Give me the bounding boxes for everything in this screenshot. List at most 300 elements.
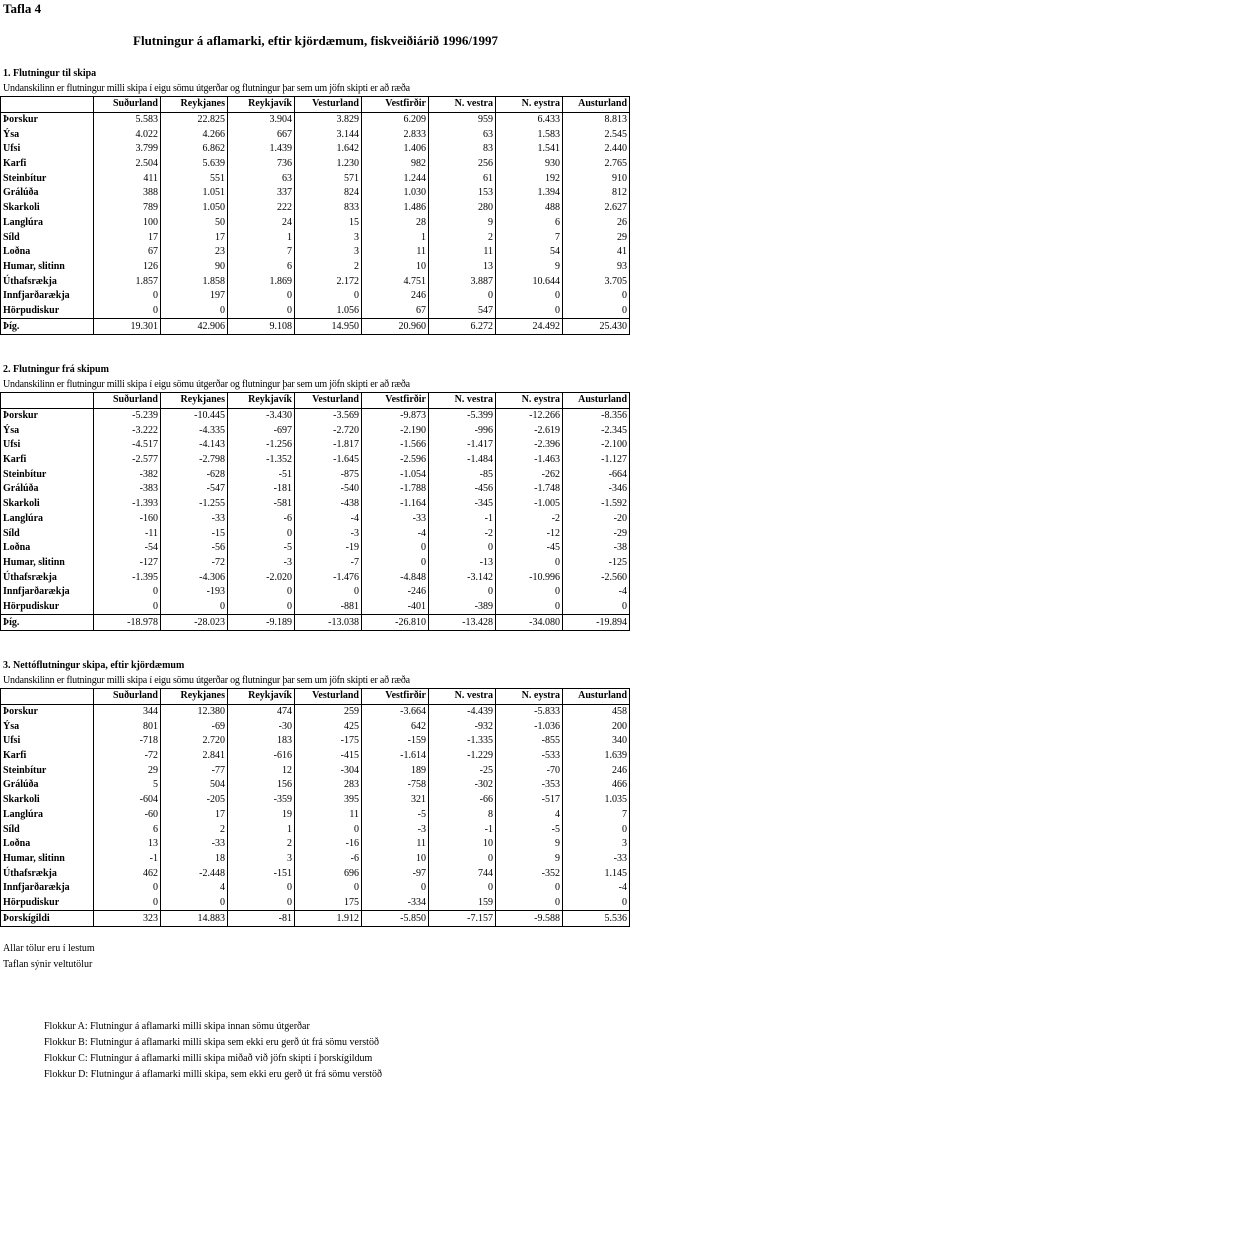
- table-cell: 259: [295, 704, 362, 719]
- table-cell: 337: [228, 186, 295, 201]
- table-cell: -2.596: [362, 453, 429, 468]
- table-cell: 0: [563, 600, 630, 615]
- table-cell: 3.144: [295, 127, 362, 142]
- table-cell: 642: [362, 719, 429, 734]
- table-row: [1, 512, 630, 527]
- column-header: Austurland: [563, 689, 630, 705]
- table-cell: 1.869: [228, 274, 295, 289]
- header-corner-cell: [1, 393, 94, 409]
- table-cell: -193: [161, 585, 228, 600]
- column-header: N. eystra: [496, 689, 563, 705]
- column-header: Vestfirðir: [362, 689, 429, 705]
- flokkur-a-note: Flokkur A: Flutningur á aflamarki milli skipa innan sömu útgerðar: [44, 1021, 310, 1032]
- table-cell: 1.858: [161, 274, 228, 289]
- total-cell: -18.978: [94, 615, 161, 631]
- table-cell: 197: [161, 289, 228, 304]
- column-header: Reykjanes: [161, 97, 228, 113]
- table-cell: 0: [94, 289, 161, 304]
- table-cell: -262: [496, 467, 563, 482]
- table-cell: -540: [295, 482, 362, 497]
- table-row: [1, 734, 630, 749]
- column-header: Suðurland: [94, 97, 161, 113]
- flokkur-d-note: Flokkur D: Flutningur á aflamarki milli skipa, sem ekki eru gerð út frá sömu verstöð: [44, 1069, 382, 1080]
- table-cell: -616: [228, 749, 295, 764]
- table-cell: 61: [429, 171, 496, 186]
- table-cell: -160: [94, 512, 161, 527]
- table-cell: -855: [496, 734, 563, 749]
- table-cell: 0: [362, 556, 429, 571]
- table-cell: -664: [563, 467, 630, 482]
- row-label: Úthafsrækja: [1, 274, 94, 289]
- table-cell: 1.244: [362, 171, 429, 186]
- table-cell: 1.406: [362, 142, 429, 157]
- table-cell: 2.833: [362, 127, 429, 142]
- table-cell: -1.566: [362, 438, 429, 453]
- column-header: Suðurland: [94, 393, 161, 409]
- table-row: [1, 556, 630, 571]
- table-cell: -4.517: [94, 438, 161, 453]
- table-cell: 2.841: [161, 749, 228, 764]
- table-cell: 696: [295, 866, 362, 881]
- row-label: Karfi: [1, 157, 94, 172]
- table-row: [1, 201, 630, 216]
- table-cell: 83: [429, 142, 496, 157]
- table-cell: 29: [94, 763, 161, 778]
- table-cell: 63: [429, 127, 496, 142]
- footnote-units: Allar tölur eru í lestum: [3, 943, 95, 954]
- table-cell: -19: [295, 541, 362, 556]
- column-header: N. eystra: [496, 393, 563, 409]
- table-cell: 547: [429, 304, 496, 319]
- total-cell: -13.038: [295, 615, 362, 631]
- table-cell: -3: [228, 556, 295, 571]
- table-cell: 3.904: [228, 112, 295, 127]
- table-cell: -2.100: [563, 438, 630, 453]
- table-cell: 0: [295, 881, 362, 896]
- section-title: 3. Nettóflutningur skipa, eftir kjördæmum: [3, 660, 185, 671]
- table-cell: 801: [94, 719, 161, 734]
- column-header: Vesturland: [295, 97, 362, 113]
- table-cell: 6: [496, 216, 563, 231]
- table-cell: 7: [228, 245, 295, 260]
- table-cell: -1.127: [563, 453, 630, 468]
- table-cell: -85: [429, 467, 496, 482]
- table-cell: -72: [94, 749, 161, 764]
- table-row: [1, 763, 630, 778]
- row-label: Síld: [1, 230, 94, 245]
- table-cell: 411: [94, 171, 161, 186]
- table-row: [1, 423, 630, 438]
- table-row: [1, 157, 630, 172]
- section-note: Undanskilinn er flutningur milli skipa í eigu sömu útgerðar og flutningur þar sem um jöfn skipti er að ræða: [3, 379, 410, 390]
- table-cell: 13: [429, 260, 496, 275]
- table-cell: 1: [228, 230, 295, 245]
- row-label: Skarkoli: [1, 497, 94, 512]
- flokkur-b-note: Flokkur B: Flutningur á aflamarki milli skipa sem ekki eru gerð út frá sömu verstöð: [44, 1037, 379, 1048]
- header-corner-cell: [1, 97, 94, 113]
- table-cell: 10.644: [496, 274, 563, 289]
- row-label: Hörpudiskur: [1, 896, 94, 911]
- table-cell: 0: [429, 852, 496, 867]
- table-cell: -8.356: [563, 408, 630, 423]
- table-cell: -5: [362, 808, 429, 823]
- table-cell: 0: [496, 304, 563, 319]
- table-cell: -20: [563, 512, 630, 527]
- column-header: Reykjanes: [161, 689, 228, 705]
- row-label: Steinbítur: [1, 467, 94, 482]
- table-cell: -56: [161, 541, 228, 556]
- column-header: Reykjavík: [228, 393, 295, 409]
- table-cell: 50: [161, 216, 228, 231]
- table-cell: 17: [161, 230, 228, 245]
- table-cell: 11: [362, 245, 429, 260]
- table-cell: -29: [563, 526, 630, 541]
- table-cell: 6: [228, 260, 295, 275]
- table-cell: -996: [429, 423, 496, 438]
- table-cell: 0: [228, 881, 295, 896]
- column-header: Suðurland: [94, 689, 161, 705]
- table-cell: -205: [161, 793, 228, 808]
- table-cell: -11: [94, 526, 161, 541]
- row-label: Ýsa: [1, 719, 94, 734]
- table-cell: 0: [228, 304, 295, 319]
- table-cell: 321: [362, 793, 429, 808]
- table-cell: -2.619: [496, 423, 563, 438]
- table-cell: -4: [563, 881, 630, 896]
- table-cell: 812: [563, 186, 630, 201]
- total-cell: 6.272: [429, 319, 496, 335]
- table-cell: -6: [228, 512, 295, 527]
- table-cell: 458: [563, 704, 630, 719]
- table-cell: -718: [94, 734, 161, 749]
- total-label: Þíg.: [1, 615, 94, 631]
- table-cell: 283: [295, 778, 362, 793]
- table-cell: 54: [496, 245, 563, 260]
- table-cell: 3.887: [429, 274, 496, 289]
- total-row: [1, 911, 630, 927]
- row-label: Ufsi: [1, 734, 94, 749]
- table-cell: 9: [496, 260, 563, 275]
- table-cell: 667: [228, 127, 295, 142]
- table-cell: 24: [228, 216, 295, 231]
- table-cell: 0: [429, 881, 496, 896]
- table-cell: 425: [295, 719, 362, 734]
- table-cell: 2: [429, 230, 496, 245]
- table-cell: -3.664: [362, 704, 429, 719]
- table-cell: -9.873: [362, 408, 429, 423]
- table-row: [1, 896, 630, 911]
- column-header: N. eystra: [496, 97, 563, 113]
- page-title: Flutningur á aflamarki, eftir kjördæmum, fiskveiðiárið 1996/1997: [133, 33, 498, 48]
- header-corner-cell: [1, 689, 94, 705]
- table-cell: -6: [295, 852, 362, 867]
- table-row: [1, 112, 630, 127]
- table-cell: 2: [161, 822, 228, 837]
- table-row: [1, 408, 630, 423]
- column-header: N. vestra: [429, 97, 496, 113]
- row-label: Þorskur: [1, 112, 94, 127]
- table-row: [1, 216, 630, 231]
- total-cell: -34.080: [496, 615, 563, 631]
- table-cell: 1.230: [295, 157, 362, 172]
- row-label: Humar, slitinn: [1, 852, 94, 867]
- table-cell: -1.463: [496, 453, 563, 468]
- table-row: [1, 171, 630, 186]
- table-cell: -302: [429, 778, 496, 793]
- row-label: Þorskur: [1, 408, 94, 423]
- table-cell: -25: [429, 763, 496, 778]
- total-cell: 25.430: [563, 319, 630, 335]
- table-cell: 200: [563, 719, 630, 734]
- table-cell: -932: [429, 719, 496, 734]
- table-cell: -4.335: [161, 423, 228, 438]
- table-cell: 833: [295, 201, 362, 216]
- table-cell: -2.190: [362, 423, 429, 438]
- table-row: [1, 142, 630, 157]
- table-row: [1, 778, 630, 793]
- table-cell: 1.394: [496, 186, 563, 201]
- table-cell: 0: [496, 289, 563, 304]
- table-cell: -51: [228, 467, 295, 482]
- total-cell: 20.960: [362, 319, 429, 335]
- table-cell: -1.256: [228, 438, 295, 453]
- row-label: Humar, slitinn: [1, 260, 94, 275]
- table-cell: 474: [228, 704, 295, 719]
- section-title: 1. Flutningur til skipa: [3, 68, 97, 79]
- table-cell: -1.592: [563, 497, 630, 512]
- table-cell: -1.054: [362, 467, 429, 482]
- table-cell: -60: [94, 808, 161, 823]
- table-cell: 3: [295, 245, 362, 260]
- table-cell: -4.439: [429, 704, 496, 719]
- column-header: Vestfirðir: [362, 393, 429, 409]
- table-cell: 0: [496, 896, 563, 911]
- row-label: Innfjarðarækja: [1, 289, 94, 304]
- table-cell: -438: [295, 497, 362, 512]
- row-label: Skarkoli: [1, 201, 94, 216]
- row-label: Humar, slitinn: [1, 556, 94, 571]
- table-cell: -2.448: [161, 866, 228, 881]
- row-label: Steinbítur: [1, 171, 94, 186]
- table-header-row: [1, 393, 630, 409]
- row-label: Innfjarðarækja: [1, 881, 94, 896]
- table-row: [1, 808, 630, 823]
- table-cell: -4: [295, 512, 362, 527]
- table-cell: 5.639: [161, 157, 228, 172]
- table-cell: 4: [496, 808, 563, 823]
- row-label: Úthafsrækja: [1, 866, 94, 881]
- column-header: Vesturland: [295, 393, 362, 409]
- flokkur-c-note: Flokkur C: Flutningur á aflamarki milli skipa miðað við jöfn skipti í þorskígildum: [44, 1053, 373, 1064]
- row-label: Langlúra: [1, 808, 94, 823]
- table-row: [1, 837, 630, 852]
- section-note: Undanskilinn er flutningur milli skipa í eigu sömu útgerðar og flutningur þar sem um jöfn skipti er að ræða: [3, 675, 410, 686]
- table-cell: -2.720: [295, 423, 362, 438]
- table-cell: 1.051: [161, 186, 228, 201]
- table-cell: -517: [496, 793, 563, 808]
- table-cell: 3.829: [295, 112, 362, 127]
- table-cell: -604: [94, 793, 161, 808]
- table-cell: 246: [362, 289, 429, 304]
- table-row: [1, 541, 630, 556]
- table-cell: -304: [295, 763, 362, 778]
- column-header: N. vestra: [429, 689, 496, 705]
- column-header: Reykjanes: [161, 393, 228, 409]
- table-cell: 175: [295, 896, 362, 911]
- table-cell: 571: [295, 171, 362, 186]
- table-cell: -33: [161, 512, 228, 527]
- table-row: [1, 453, 630, 468]
- table-cell: 388: [94, 186, 161, 201]
- total-cell: -7.157: [429, 911, 496, 927]
- table-cell: -5.833: [496, 704, 563, 719]
- row-label: Úthafsrækja: [1, 570, 94, 585]
- table-cell: 0: [496, 556, 563, 571]
- table-row: [1, 274, 630, 289]
- row-label: Hörpudiskur: [1, 600, 94, 615]
- table-cell: -97: [362, 866, 429, 881]
- row-label: Loðna: [1, 245, 94, 260]
- row-label: Síld: [1, 822, 94, 837]
- table-cell: 15: [295, 216, 362, 231]
- table-cell: -33: [161, 837, 228, 852]
- table-cell: 0: [228, 289, 295, 304]
- table-cell: 395: [295, 793, 362, 808]
- table-cell: 13: [94, 837, 161, 852]
- table-row: [1, 749, 630, 764]
- table-cell: -415: [295, 749, 362, 764]
- table-cell: -875: [295, 467, 362, 482]
- table-cell: -1.614: [362, 749, 429, 764]
- total-cell: -9.588: [496, 911, 563, 927]
- table-cell: -1.484: [429, 453, 496, 468]
- table-cell: -5.239: [94, 408, 161, 423]
- table-cell: 1: [228, 822, 295, 837]
- table-cell: 3: [295, 230, 362, 245]
- section-note: Undanskilinn er flutningur milli skipa í eigu sömu útgerðar og flutningur þar sem um jöfn skipti er að ræða: [3, 83, 410, 94]
- table-cell: 156: [228, 778, 295, 793]
- row-label: Skarkoli: [1, 793, 94, 808]
- total-cell: -26.810: [362, 615, 429, 631]
- table-cell: -1.476: [295, 570, 362, 585]
- table-cell: 5: [94, 778, 161, 793]
- table-cell: -359: [228, 793, 295, 808]
- table-cell: 280: [429, 201, 496, 216]
- table-row: [1, 719, 630, 734]
- table-cell: -4.143: [161, 438, 228, 453]
- table-cell: 12.380: [161, 704, 228, 719]
- total-label: Þorskígildi: [1, 911, 94, 927]
- table-header-row: [1, 97, 630, 113]
- table-cell: -1.395: [94, 570, 161, 585]
- table-cell: 10: [429, 837, 496, 852]
- table-cell: -3.430: [228, 408, 295, 423]
- table-row: [1, 438, 630, 453]
- table-cell: 0: [94, 600, 161, 615]
- table-cell: 959: [429, 112, 496, 127]
- table-cell: -1.036: [496, 719, 563, 734]
- table-cell: -54: [94, 541, 161, 556]
- table-cell: 0: [94, 304, 161, 319]
- table-row: [1, 127, 630, 142]
- table-cell: 1: [362, 230, 429, 245]
- table-cell: 22.825: [161, 112, 228, 127]
- table-cell: 0: [429, 289, 496, 304]
- row-label: Langlúra: [1, 512, 94, 527]
- table-cell: 192: [496, 171, 563, 186]
- table-cell: -1.817: [295, 438, 362, 453]
- table-cell: 1.030: [362, 186, 429, 201]
- table-cell: -346: [563, 482, 630, 497]
- table-row: [1, 289, 630, 304]
- table-cell: 2.440: [563, 142, 630, 157]
- table-cell: 0: [429, 585, 496, 600]
- column-header: Vestfirðir: [362, 97, 429, 113]
- table-cell: -581: [228, 497, 295, 512]
- table-row: [1, 852, 630, 867]
- table-cell: 0: [496, 600, 563, 615]
- table-cell: -72: [161, 556, 228, 571]
- row-label: Innfjarðarækja: [1, 585, 94, 600]
- table-cell: 744: [429, 866, 496, 881]
- row-label: Loðna: [1, 837, 94, 852]
- total-cell: 5.536: [563, 911, 630, 927]
- table-cell: 0: [496, 881, 563, 896]
- table-cell: 0: [563, 896, 630, 911]
- row-label: Steinbítur: [1, 763, 94, 778]
- table-cell: 0: [161, 600, 228, 615]
- total-cell: -13.428: [429, 615, 496, 631]
- table-cell: 982: [362, 157, 429, 172]
- table-cell: 11: [362, 837, 429, 852]
- table-cell: 1.056: [295, 304, 362, 319]
- table-cell: -13: [429, 556, 496, 571]
- table-row: [1, 600, 630, 615]
- table-cell: -1: [429, 512, 496, 527]
- table-row: [1, 482, 630, 497]
- table-cell: -383: [94, 482, 161, 497]
- table-cell: 1.857: [94, 274, 161, 289]
- table-cell: 11: [429, 245, 496, 260]
- row-label: Síld: [1, 526, 94, 541]
- table-cell: 551: [161, 171, 228, 186]
- table-cell: 1.486: [362, 201, 429, 216]
- table-cell: -15: [161, 526, 228, 541]
- table-cell: 9: [496, 837, 563, 852]
- table-cell: 0: [295, 289, 362, 304]
- table-cell: 4: [161, 881, 228, 896]
- total-cell: -9.189: [228, 615, 295, 631]
- table-cell: -2: [429, 526, 496, 541]
- table-cell: -77: [161, 763, 228, 778]
- total-cell: 14.883: [161, 911, 228, 927]
- table-cell: 0: [362, 881, 429, 896]
- row-label: Grálúða: [1, 186, 94, 201]
- table-cell: 462: [94, 866, 161, 881]
- table-cell: -2: [496, 512, 563, 527]
- table-cell: 29: [563, 230, 630, 245]
- table-cell: 910: [563, 171, 630, 186]
- table-cell: 2.720: [161, 734, 228, 749]
- total-cell: 9.108: [228, 319, 295, 335]
- table-cell: 344: [94, 704, 161, 719]
- table-cell: -2.345: [563, 423, 630, 438]
- table-cell: 3.799: [94, 142, 161, 157]
- table-cell: -12: [496, 526, 563, 541]
- total-cell: 323: [94, 911, 161, 927]
- table-cell: 0: [429, 541, 496, 556]
- table-cell: -3: [295, 526, 362, 541]
